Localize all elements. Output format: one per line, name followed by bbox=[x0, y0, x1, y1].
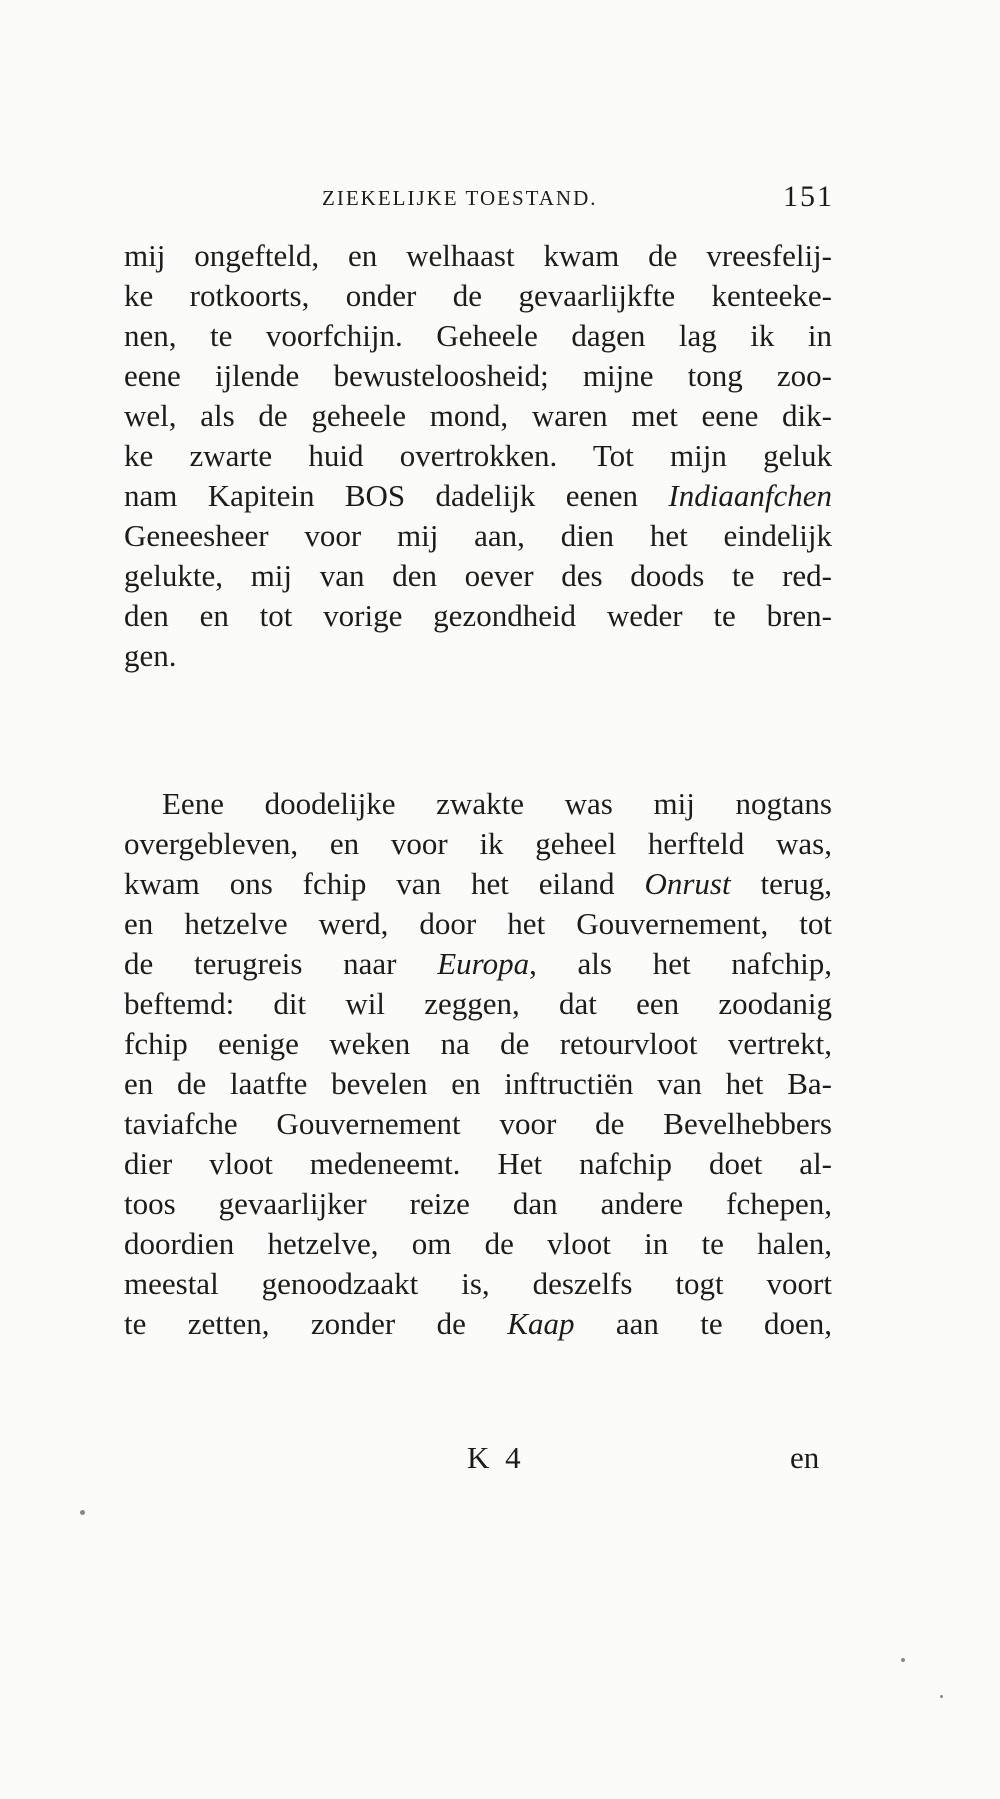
text-line: wel, als de geheele mond, waren met eene dik- bbox=[124, 398, 832, 433]
text-line: ke rotkoorts, onder de gevaarlijkfte kenteeke- bbox=[124, 278, 832, 313]
italic-word: Onrust bbox=[644, 866, 731, 901]
text-line: gen. bbox=[124, 638, 177, 673]
text-run: kwam ons fchip van het eiland bbox=[124, 866, 645, 901]
text-line: ke zwarte huid overtrokken. Tot mijn geluk bbox=[124, 438, 832, 473]
signature-mark: K 4 bbox=[467, 1440, 525, 1475]
paper-speck bbox=[901, 1658, 905, 1662]
running-head bbox=[122, 180, 834, 220]
paper-speck bbox=[80, 1510, 85, 1515]
page-number: 151 bbox=[783, 180, 834, 213]
paper-speck bbox=[940, 1695, 943, 1698]
text-line: beftemd: dit wil zeggen, dat een zoodanig bbox=[124, 986, 832, 1021]
text-line: gelukte, mij van den oever des doods te red- bbox=[124, 558, 832, 593]
text-line bbox=[124, 944, 832, 984]
text-line: en de laatfte bevelen en inftructiën van het Ba- bbox=[124, 1066, 832, 1101]
running-title: ZIEKELIJKE TOESTAND. bbox=[322, 186, 598, 210]
text-line: mij ongefteld, en welhaast kwam de vreesfelij- bbox=[124, 238, 832, 273]
text-line: doordien hetzelve, om de vloot in te halen, bbox=[124, 1226, 832, 1261]
text-run: , als het nafchip, bbox=[529, 946, 832, 981]
text-line: dier vloot medeneemt. Het nafchip doet al- bbox=[124, 1146, 832, 1181]
text-line: fchip eenige weken na de retourvloot vertrekt, bbox=[124, 1026, 832, 1061]
text-run: de terugreis naar bbox=[124, 946, 438, 981]
text-line bbox=[124, 476, 832, 516]
text-run: terug, bbox=[730, 866, 832, 901]
text-run: aan te doen, bbox=[574, 1306, 832, 1341]
text-line bbox=[124, 864, 832, 904]
text-line: taviafche Gouvernement voor de Bevelhebbers bbox=[124, 1106, 832, 1141]
text-run: te zetten, zonder de bbox=[124, 1306, 508, 1341]
text-line: meestal genoodzaakt is, deszelfs togt voort bbox=[124, 1266, 832, 1301]
italic-word: Europa bbox=[437, 946, 530, 981]
text-line: Eene doodelijke zwakte was mij nogtans bbox=[162, 786, 832, 821]
catchword: en bbox=[790, 1440, 820, 1475]
italic-word: Indiaanfchen bbox=[668, 478, 832, 513]
text-line: toos gevaarlijker reize dan andere fchepen, bbox=[124, 1186, 832, 1221]
text-run: nam Kapitein BOS dadelijk eenen bbox=[124, 478, 669, 513]
text-line: overgebleven, en voor ik geheel herfteld was, bbox=[124, 826, 832, 861]
text-line: en hetzelve werd, door het Gouvernement, tot bbox=[124, 906, 832, 941]
text-line: eene ijlende bewusteloosheid; mijne tong zoo- bbox=[124, 358, 832, 393]
italic-word: Kaap bbox=[507, 1306, 575, 1341]
text-line: den en tot vorige gezondheid weder te bren- bbox=[124, 598, 832, 633]
text-line: Geneesheer voor mij aan, dien het eindelijk bbox=[124, 518, 832, 553]
text-line: nen, te voorfchijn. Geheele dagen lag ik in bbox=[124, 318, 832, 353]
text-line bbox=[124, 1304, 832, 1344]
